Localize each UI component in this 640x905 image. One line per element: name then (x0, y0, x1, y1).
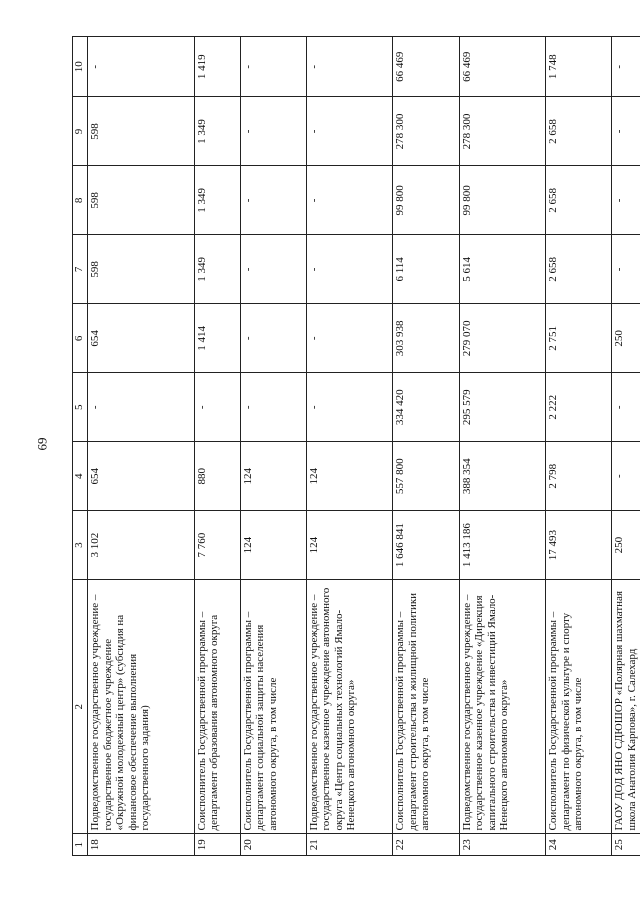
row-number: 21 (306, 834, 393, 856)
cell-col-5: 2 222 (546, 373, 612, 442)
row-description: Соисполнитель Государственной программы – департамент образования автономного округа (194, 580, 240, 834)
cell-col-3: 124 (306, 511, 393, 580)
cell-col-8: 99 800 (393, 166, 459, 235)
cell-col-7: 1 349 (194, 235, 240, 304)
row-number: 23 (459, 834, 546, 856)
row-number: 19 (194, 834, 240, 856)
cell-col-9: 598 (88, 97, 195, 166)
header-col-7: 7 (73, 235, 88, 304)
cell-col-8: - (612, 166, 640, 235)
row-description: ГАОУ ДОД ЯНО СДЮШОР «Полярная шахматная школа Анатолия Карпова», г. Салехард (612, 580, 640, 834)
table-row (240, 37, 306, 856)
page-number: 69 (34, 437, 50, 451)
table-row (546, 37, 612, 856)
cell-col-6: 279 070 (459, 304, 546, 373)
header-col-2: 2 (73, 580, 88, 834)
header-col-4: 4 (73, 442, 88, 511)
row-description: Подведомственное государственное учреждение – государственное казенное учреждение «Дирекция капитального строительства и инвестиций Ямало-Ненецкого автономного округа» (459, 580, 546, 834)
cell-col-5: - (240, 373, 306, 442)
budget-table (72, 36, 640, 856)
cell-col-10: 66 469 (459, 37, 546, 97)
rotated-page (72, 36, 640, 856)
cell-col-9: 1 349 (194, 97, 240, 166)
header-row (73, 37, 88, 856)
table-row (194, 37, 240, 856)
cell-col-10: 1 748 (546, 37, 612, 97)
cell-col-9: 278 300 (393, 97, 459, 166)
cell-col-4: - (612, 442, 640, 511)
cell-col-6: 303 938 (393, 304, 459, 373)
header-col-1: 1 (73, 834, 88, 856)
table-row (393, 37, 459, 856)
row-number: 25 (612, 834, 640, 856)
row-number: 24 (546, 834, 612, 856)
cell-col-6: 654 (88, 304, 195, 373)
row-description: Соисполнитель Государственной программы – департамент по физической культуре и спорту автономного округа, в том числе (546, 580, 612, 834)
cell-col-9: 278 300 (459, 97, 546, 166)
cell-col-3: 1 413 186 (459, 511, 546, 580)
cell-col-9: - (612, 97, 640, 166)
cell-col-5: - (612, 373, 640, 442)
cell-col-4: 2 798 (546, 442, 612, 511)
header-col-5: 5 (73, 373, 88, 442)
cell-col-7: - (306, 235, 393, 304)
cell-col-6: - (306, 304, 393, 373)
table-row (612, 37, 640, 856)
table-row (88, 37, 195, 856)
cell-col-10: - (240, 37, 306, 97)
cell-col-8: - (240, 166, 306, 235)
row-number: 22 (393, 834, 459, 856)
header-col-8: 8 (73, 166, 88, 235)
cell-col-10: 1 419 (194, 37, 240, 97)
cell-col-10: - (306, 37, 393, 97)
cell-col-8: 598 (88, 166, 195, 235)
cell-col-6: 2 751 (546, 304, 612, 373)
cell-col-4: 654 (88, 442, 195, 511)
row-description: Подведомственное государственное учреждение – государственное казенное учреждение автономного округа «Центр социальных технологий Ямало-Ненецкого автономного округа» (306, 580, 393, 834)
header-col-3: 3 (73, 511, 88, 580)
cell-col-7: 5 614 (459, 235, 546, 304)
cell-col-3: 3 102 (88, 511, 195, 580)
cell-col-7: - (612, 235, 640, 304)
cell-col-3: 124 (240, 511, 306, 580)
cell-col-4: 557 800 (393, 442, 459, 511)
cell-col-4: 880 (194, 442, 240, 511)
cell-col-7: 6 114 (393, 235, 459, 304)
cell-col-5: - (306, 373, 393, 442)
cell-col-3: 7 760 (194, 511, 240, 580)
cell-col-3: 250 (612, 511, 640, 580)
cell-col-3: 17 493 (546, 511, 612, 580)
header-col-6: 6 (73, 304, 88, 373)
cell-col-6: 250 (612, 304, 640, 373)
row-description: Подведомственное государственное учреждение – государственное бюджетное учреждение «Окружной молодежный центр» (субсидия на финансовое обеспечение выполнения государственного задания) (88, 580, 195, 834)
cell-col-9: 2 658 (546, 97, 612, 166)
cell-col-8: 99 800 (459, 166, 546, 235)
cell-col-10: - (612, 37, 640, 97)
cell-col-5: - (88, 373, 195, 442)
header-col-10: 10 (73, 37, 88, 97)
cell-col-7: 2 658 (546, 235, 612, 304)
cell-col-9: - (240, 97, 306, 166)
row-number: 18 (88, 834, 195, 856)
row-description: Соисполнитель Государственной программы – департамент социальной защиты населения автономного округа, в том числе (240, 580, 306, 834)
cell-col-6: 1 414 (194, 304, 240, 373)
cell-col-5: 295 579 (459, 373, 546, 442)
row-description: Соисполнитель Государственной программы – департамент строительства и жилищной политики автономного округа, в том числе (393, 580, 459, 834)
cell-col-7: 598 (88, 235, 195, 304)
header-col-9: 9 (73, 97, 88, 166)
cell-col-5: 334 420 (393, 373, 459, 442)
cell-col-8: - (306, 166, 393, 235)
cell-col-8: 1 349 (194, 166, 240, 235)
cell-col-10: 66 469 (393, 37, 459, 97)
cell-col-10: - (88, 37, 195, 97)
cell-col-6: - (240, 304, 306, 373)
cell-col-3: 1 646 841 (393, 511, 459, 580)
table-row (459, 37, 546, 856)
table-row (306, 37, 393, 856)
cell-col-8: 2 658 (546, 166, 612, 235)
cell-col-4: 388 354 (459, 442, 546, 511)
cell-col-4: 124 (306, 442, 393, 511)
cell-col-9: - (306, 97, 393, 166)
row-number: 20 (240, 834, 306, 856)
cell-col-7: - (240, 235, 306, 304)
cell-col-4: 124 (240, 442, 306, 511)
cell-col-5: - (194, 373, 240, 442)
